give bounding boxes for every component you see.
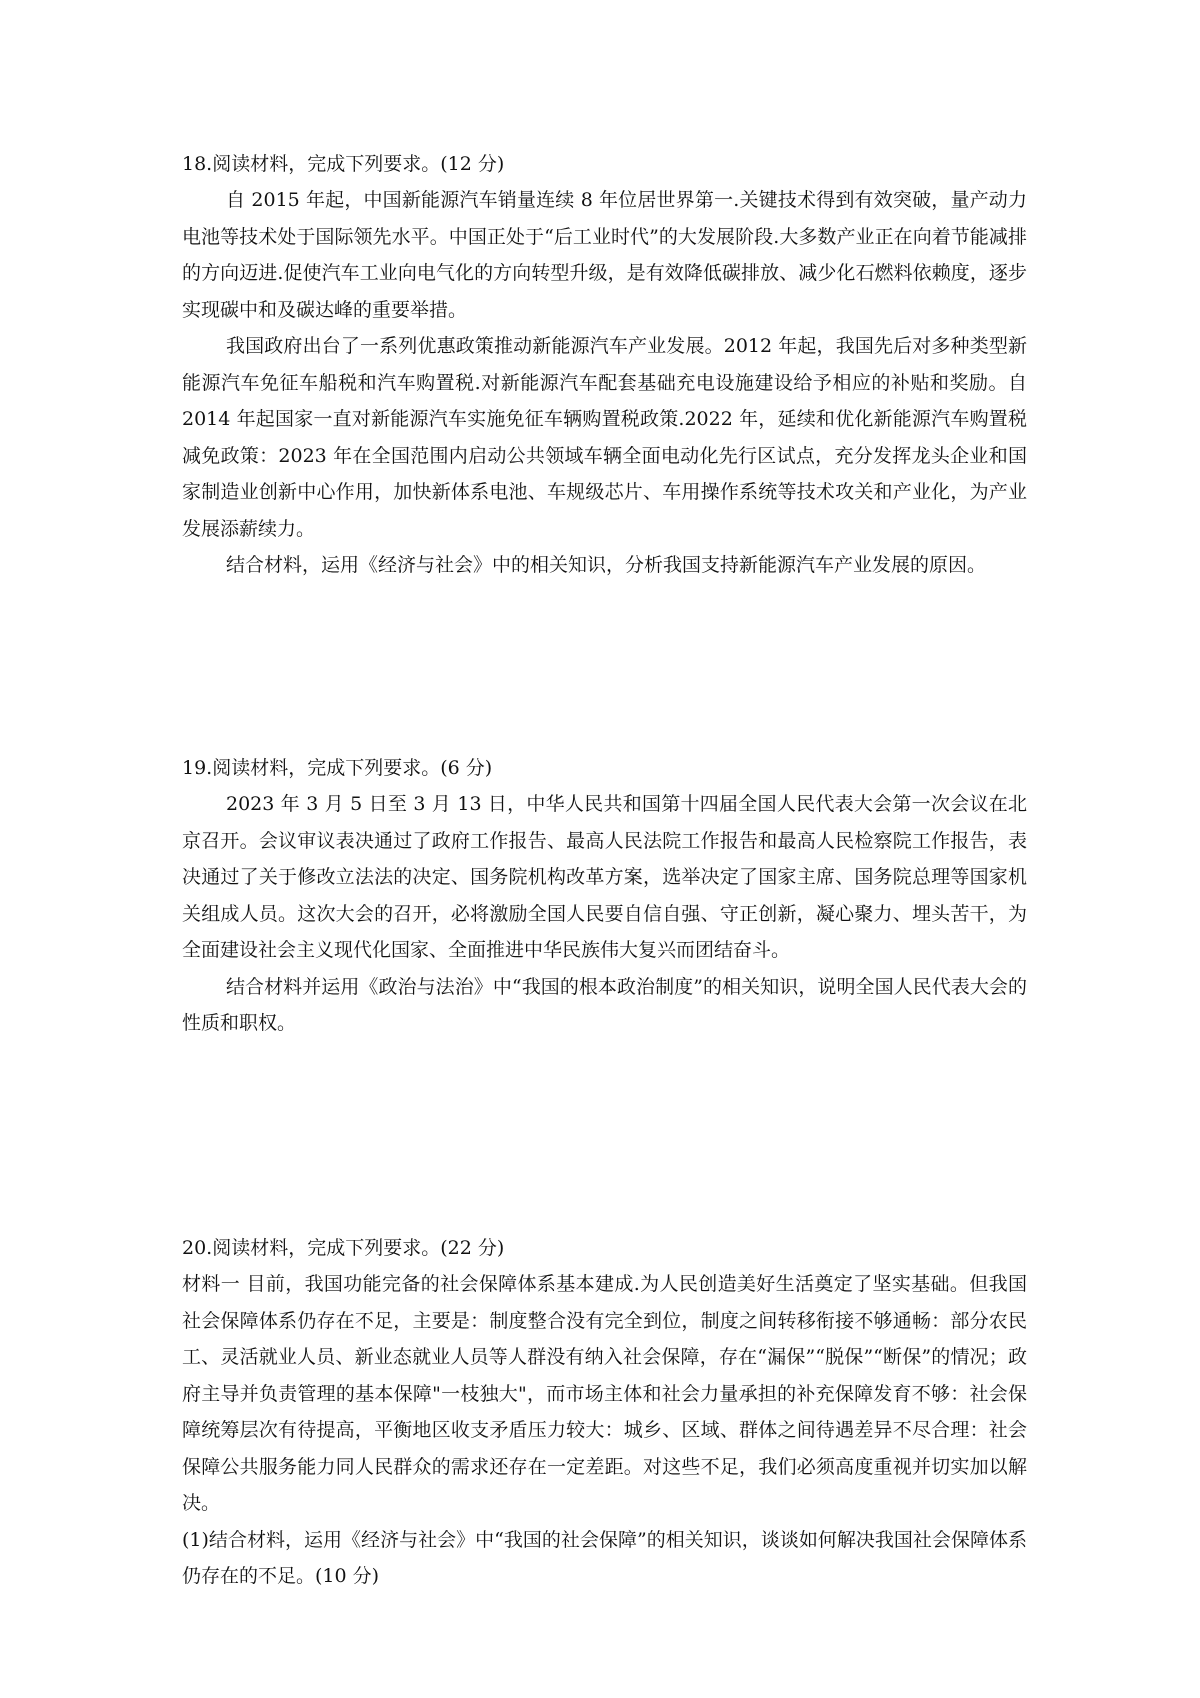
question-19 — [182, 750, 1027, 1042]
question-20 — [182, 1230, 1027, 1595]
question-18-paragraph-1: 自 2015 年起，中国新能源汽车销量连续 8 年位居世界第一.关键技术得到有效突破，量产动力电池等技术处于国际领先水平。中国正处于“后工业时代”的大发展阶段.大多数产业正在向着节能减排的方向迈进.促使汽车工业向电气化的方向转型升级，是有效降低碳排放、减少化石燃料依赖度，逐步实现碳中和及碳达峰的重要举措。 — [182, 189, 1027, 321]
question-20-heading: 20.阅读材料，完成下列要求。(22 分) — [182, 1237, 505, 1259]
question-19-heading: 19.阅读材料，完成下列要求。(6 分) — [182, 757, 493, 779]
question-18 — [182, 146, 1027, 584]
question-19-prompt: 结合材料并运用《政治与法治》中“我国的根本政治制度”的相关知识，说明全国人民代表大会的性质和职权。 — [182, 975, 1027, 1034]
question-20-subquestion-1: (1)结合材料，运用《经济与社会》中“我国的社会保障”的相关知识，谈谈如何解决我国社会保障体系仍存在的不足。(10 分) — [182, 1528, 1027, 1587]
question-19-paragraph-1: 2023 年 3 月 5 日至 3 月 13 日，中华人民共和国第十四届全国人民代表大会第一次会议在北京召开。会议审议表决通过了政府工作报告、最高人民法院工作报告和最高人民检察院工作报告，表决通过了关于修改立法法的决定、国务院机构改革方案，选举决定了国家主席、国务院总理等国家机关组成人员。这次大会的召开，必将激励全国人民要自信自强、守正创新，凝心聚力、埋头苦干，为全面建设社会主义现代化国家、全面推进中华民族伟大复兴而团结奋斗。 — [182, 793, 1027, 961]
question-18-prompt: 结合材料，运用《经济与社会》中的相关知识，分析我国支持新能源汽车产业发展的原因。 — [226, 554, 987, 576]
question-20-material-1: 材料一 目前，我国功能完备的社会保障体系基本建成.为人民创造美好生活奠定了坚实基础。但我国社会保障体系仍存在不足，主要是：制度整合没有完全到位，制度之间转移衔接不够通畅：部分农民工、灵活就业人员、新业态就业人员等人群没有纳入社会保障，存在“漏保”“脱保”“断保”的情况；政府主导并负责管理的基本保障"一枝独大"，而市场主体和社会力量承担的补充保障发育不够：社会保障统筹层次有待提高，平衡地区收支矛盾压力较大：城乡、区域、群体之间待遇差异不尽合理：社会保障公共服务能力同人民群众的需求还存在一定差距。对这些不足，我们必须高度重视并切实加以解决。 — [182, 1273, 1027, 1514]
question-18-paragraph-2: 我国政府出台了一系列优惠政策推动新能源汽车产业发展。2012 年起，我国先后对多种类型新能源汽车免征车船税和汽车购置税.对新能源汽车配套基础充电设施建设给予相应的补贴和奖励。自 2014 年起国家一直对新能源汽车实施免征车辆购置税政策.2022 年，延续和优化新能源汽车购置税减免政策：2023 年在全国范围内启动公共领域车辆全面电动化先行区试点，充分发挥龙头企业和国家制造业创新中心作用，加快新体系电池、车规级芯片、车用操作系统等技术攻关和产业化，为产业发展添薪续力。 — [182, 335, 1027, 540]
question-18-heading: 18.阅读材料，完成下列要求。(12 分) — [182, 153, 505, 175]
